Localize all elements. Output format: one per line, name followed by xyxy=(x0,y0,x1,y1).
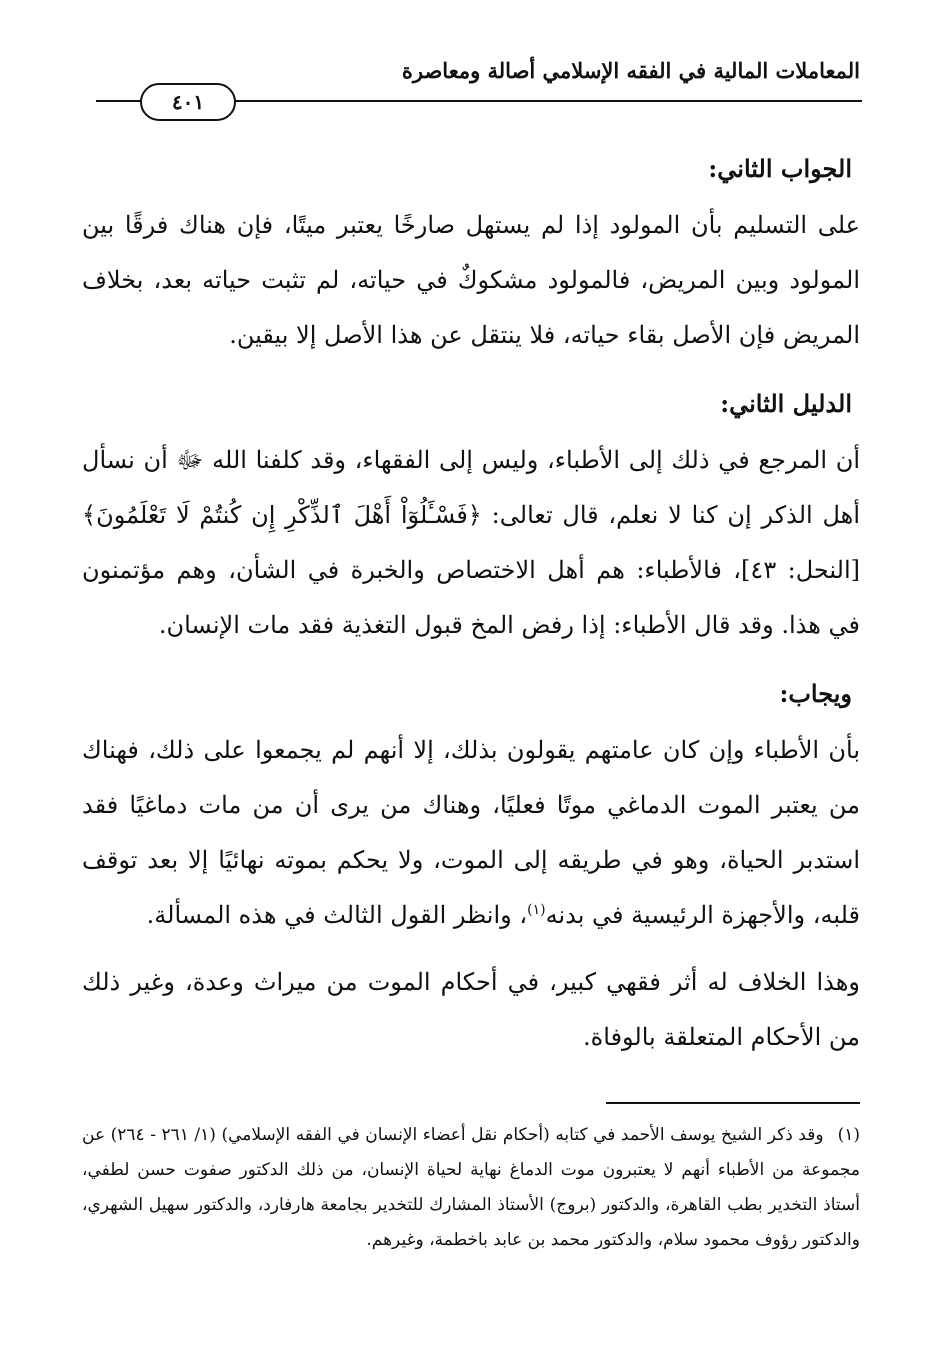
footnote-text: وقد ذكر الشيخ يوسف الأحمد في كتابه (أحكام نقل أعضاء الإنسان في الفقه الإسلامي) (١/ ٢٦١ - ٢٦٤) عن مجموعة من الأطباء أنهم لا يعتبرون موت الدماغ نهاية لحياة الإنسان، من ذلك الدكتور صفوت حسن لطفي، أستاذ التخدير بطب القاهرة، والدكتور (بروج) الأستاذ المشارك للتخدير بجامعة هارفارد، والدكتور سهيل الشهري، والدكتور رؤوف محمود سلام، والدكتور محمد بن عابد باخطمة، وغيرهم. xyxy=(82,1125,860,1250)
footnote-reference[interactable]: (١) xyxy=(527,902,546,918)
paragraph-answer: على التسليم بأن المولود إذا لم يستهل صارخًا يعتبر ميتًا، فإن هناك فرقًا بين المولود وبين المريض، فالمولود مشكوكٌ في حياته، لم تثبت حياته بعد، بخلاف المريض فإن الأصل بقاء حياته، فلا ينتقل عن هذا الأصل إلا بيقين. xyxy=(82,211,860,349)
reply-text-end: ، وانظر القول الثالث في هذه المسألة. xyxy=(146,901,528,929)
page-number: ٤٠١ xyxy=(140,83,236,121)
footnote-number: (١) xyxy=(837,1125,860,1145)
quran-verse: ﴿فَسْـَٔلُوٓاْ أَهْلَ ٱلذِّكْرِ إِن كُنتُمْ لَا تَعْلَمُونَ﴾ xyxy=(82,501,482,529)
heading-second-answer: الجواب الثاني: xyxy=(708,154,852,183)
footnote xyxy=(82,1118,860,1258)
running-title: المعاملات المالية في الفقه الإسلامي أصالة ومعاصرة xyxy=(401,58,860,83)
evidence-text-start: أن المرجع في ذلك إلى الأطباء، وليس إلى الفقهاء، وقد كلفنا الله ﷻ أن نسأل أهل الذكر إن كنا لا نعلم، قال تعالى: xyxy=(82,446,860,529)
evidence-text-end: [النحل: ٤٣]، فالأطباء: هم أهل الاختصاص والخبرة في الشأن، وهم مؤتمنون في هذا. وقد قال الأطباء: إذا رفض المخ قبول التغذية فقد مات الإنسان. xyxy=(82,556,861,639)
footnote-separator xyxy=(606,1102,860,1104)
heading-reply: ويجاب: xyxy=(779,679,852,708)
main-text xyxy=(82,140,860,1065)
paragraph-evidence xyxy=(82,433,860,653)
paragraph-conclusion: وهذا الخلاف له أثر فقهي كبير، في أحكام الموت من ميراث وعدة، وغير ذلك من الأحكام المتعلقة بالوفاة. xyxy=(82,968,860,1051)
heading-second-evidence: الدليل الثاني: xyxy=(720,389,852,418)
reply-text-start: بأن الأطباء وإن كان عامتهم يقولون بذلك، إلا أنهم لم يجمعوا على ذلك، فهناك من يعتبر الموت الدماغي موتًا فعليًا، وهناك من يرى أن من مات دماغيًا فقد استدبر الحياة، وهو في طريقه إلى الموت، ولا يحكم بموته نهائيًا إلا بعد توقف قلبه، والأجهزة الرئيسية في بدنه xyxy=(82,736,861,929)
paragraph-reply xyxy=(82,723,860,943)
